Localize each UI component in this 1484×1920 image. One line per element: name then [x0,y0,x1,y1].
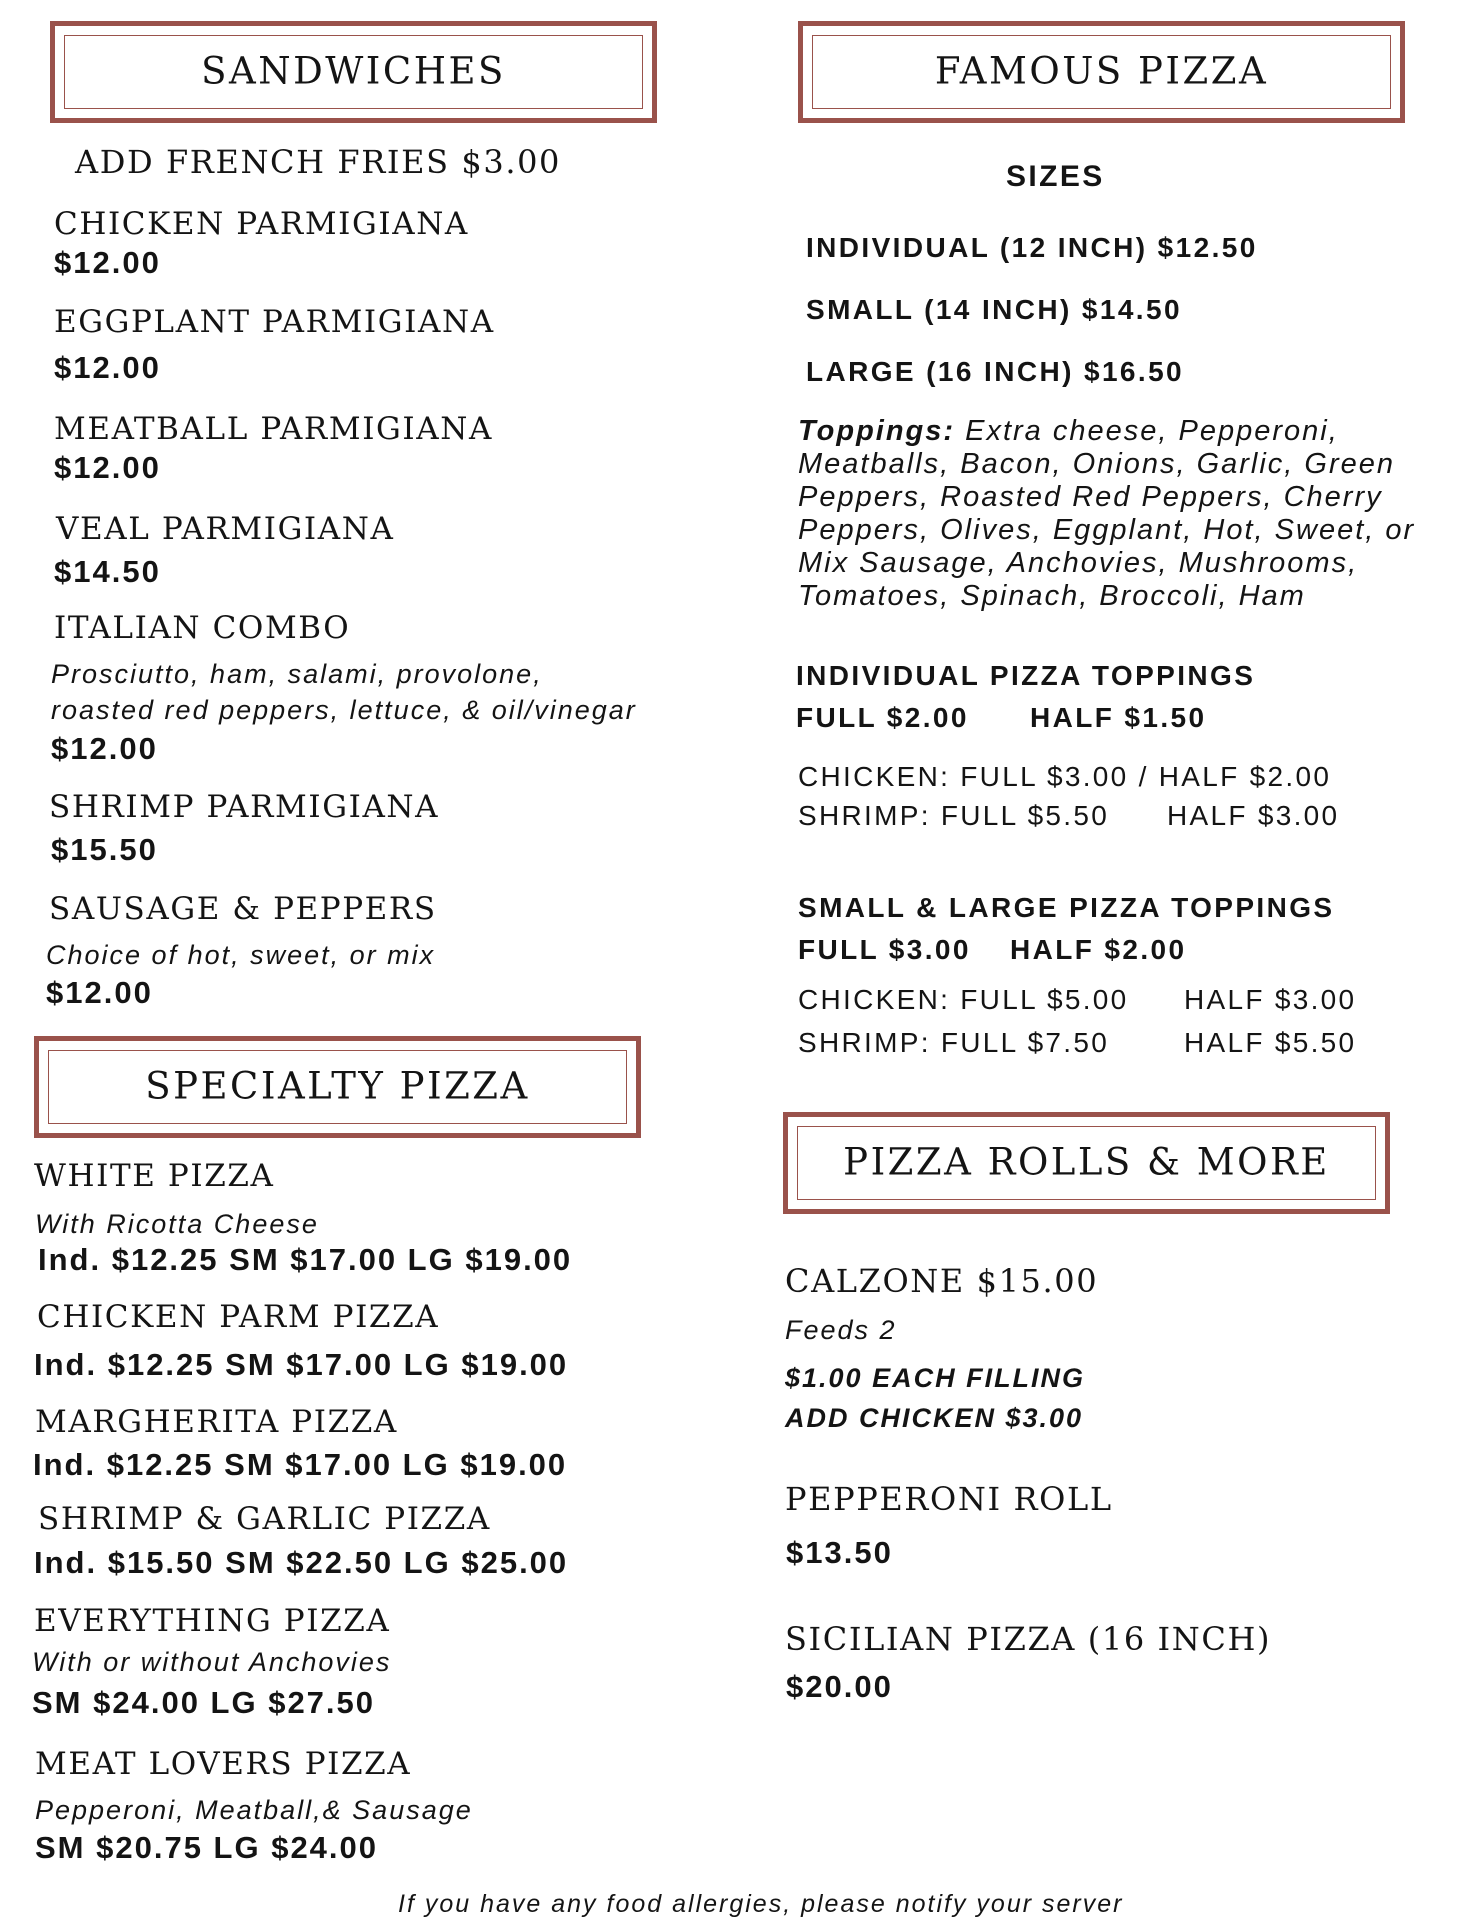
item-name: SAUSAGE & PEPPERS [49,891,437,927]
size-option: INDIVIDUAL (12 INCH) $12.50 [806,232,1258,263]
pizza-rolls-title: PIZZA ROLLS & MORE [843,1140,1330,1184]
small-large-toppings-half: HALF $2.00 [1010,934,1187,965]
item-price: $14.50 [54,554,161,589]
individual-chicken-price: CHICKEN: FULL $3.00 / HALF $2.00 [798,761,1332,792]
add-fries-note: ADD FRENCH FRIES $3.00 [75,143,562,181]
item-description: roasted red peppers, lettuce, & oil/vinegar [51,695,637,725]
item-description: With Ricotta Cheese [35,1209,319,1239]
small-large-chicken-full: CHICKEN: FULL $5.00 [798,984,1129,1015]
item-name: CHICKEN PARMIGIANA [54,206,469,242]
small-large-shrimp-half: HALF $5.50 [1184,1027,1357,1058]
individual-shrimp-full: SHRIMP: FULL $5.50 [798,800,1110,831]
size-option: LARGE (16 INCH) $16.50 [806,356,1185,387]
item-price: Ind. $12.25 SM $17.00 LG $19.00 [34,1347,569,1382]
item-name: SHRIMP & GARLIC PIZZA [38,1501,491,1537]
small-large-shrimp-full: SHRIMP: FULL $7.50 [798,1027,1110,1058]
specialty-pizza-header-frame [34,1036,641,1138]
specialty-pizza-title: SPECIALTY PIZZA [145,1064,530,1108]
item-name: SHRIMP PARMIGIANA [49,789,440,825]
item-note: ADD CHICKEN $3.00 [785,1403,1084,1433]
item-price: $12.00 [54,350,161,385]
toppings-text: Extra cheese, Pepperoni, Meatballs, Bacon, Onions, Garlic, Green Peppers, Roasted Red Peppers, Cherry Peppers, Olives, Eggplant, Hot, Sweet, or Mix Sausage, Anchovies, Mushrooms, Tomatoes, Spinach, Broccoli, Ham [798,415,1416,612]
item-price: $12.00 [54,245,161,280]
item-name: MEAT LOVERS PIZZA [35,1746,412,1782]
item-description: With or without Anchovies [32,1647,392,1677]
famous-pizza-header-frame [798,21,1405,123]
item-price: $12.00 [54,450,161,485]
item-name: WHITE PIZZA [34,1158,275,1194]
item-name: VEAL PARMIGIANA [56,511,395,547]
item-price: SM $24.00 LG $27.50 [32,1685,376,1720]
pizza-rolls-header-frame [783,1112,1390,1214]
small-large-chicken-half: HALF $3.00 [1184,984,1357,1015]
item-price: Ind. $12.25 SM $17.00 LG $19.00 [38,1242,573,1277]
sizes-title: SIZES [1006,160,1105,193]
item-price: $12.00 [46,975,153,1010]
sandwiches-title: SANDWICHES [201,49,506,93]
individual-toppings-half: HALF $1.50 [1030,702,1207,733]
size-option: SMALL (14 INCH) $14.50 [806,294,1182,325]
toppings-label: Toppings: [798,415,956,447]
item-name: PEPPERONI ROLL [785,1480,1113,1518]
item-price: $15.50 [51,832,158,867]
item-name: CALZONE $15.00 [785,1262,1099,1300]
individual-toppings-title: INDIVIDUAL PIZZA TOPPINGS [796,660,1256,691]
item-description: Choice of hot, sweet, or mix [46,940,436,970]
item-name: EVERYTHING PIZZA [34,1603,391,1639]
famous-pizza-title: FAMOUS PIZZA [934,49,1269,93]
item-price: $20.00 [786,1669,893,1704]
item-name: ITALIAN COMBO [54,610,351,646]
item-price: SM $20.75 LG $24.00 [35,1830,379,1865]
small-large-toppings-title: SMALL & LARGE PIZZA TOPPINGS [798,892,1335,923]
sandwiches-header-frame [50,21,657,123]
item-description: Feeds 2 [785,1315,897,1345]
item-description: Prosciutto, ham, salami, provolone, [51,659,543,689]
allergy-notice: If you have any food allergies, please notify your server [398,1890,1124,1918]
item-name: SICILIAN PIZZA (16 INCH) [785,1620,1272,1658]
item-name: CHICKEN PARM PIZZA [37,1299,440,1335]
item-price: $12.00 [51,731,158,766]
item-name: MEATBALL PARMIGIANA [54,411,493,447]
individual-toppings-full: FULL $2.00 [796,702,969,733]
item-price: Ind. $12.25 SM $17.00 LG $19.00 [33,1447,568,1482]
item-description: Pepperoni, Meatball,& Sausage [35,1795,473,1825]
item-price: $13.50 [786,1535,893,1570]
item-note: $1.00 EACH FILLING [785,1363,1086,1393]
item-name: EGGPLANT PARMIGIANA [54,304,495,340]
item-name: MARGHERITA PIZZA [35,1404,398,1440]
toppings-list [798,415,1448,613]
individual-shrimp-half: HALF $3.00 [1167,800,1340,831]
item-price: Ind. $15.50 SM $22.50 LG $25.00 [34,1545,569,1580]
small-large-toppings-full: FULL $3.00 [798,934,971,965]
